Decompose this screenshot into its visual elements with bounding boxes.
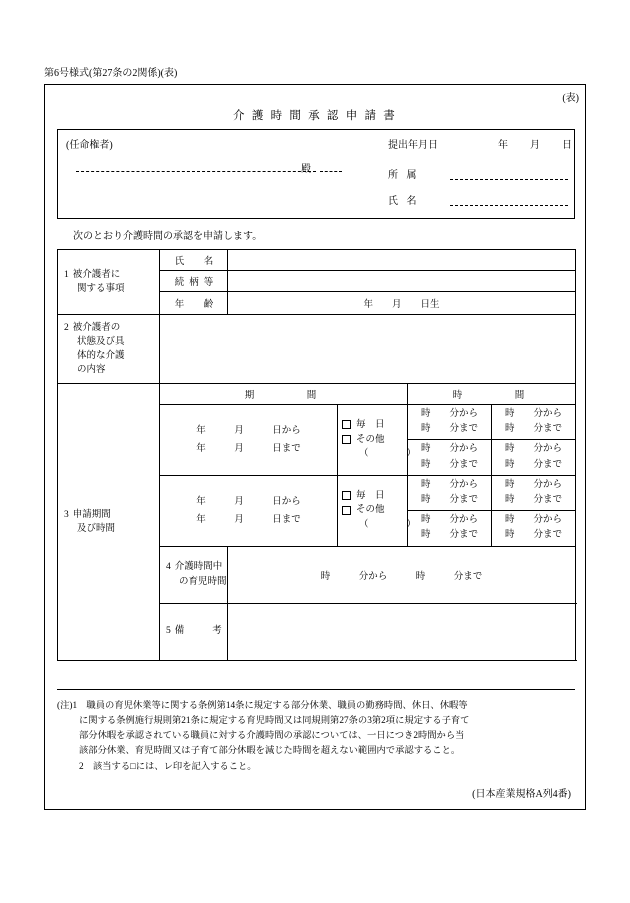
row3-block2-date-from: 年 月 日から — [196, 496, 301, 507]
row3-label-l1: 申請期間 — [72, 509, 111, 520]
jis-size-note: (日本産業規格A列4番) — [472, 789, 571, 801]
checkbox-icon[interactable] — [342, 506, 351, 515]
row1-number: 1 — [64, 269, 69, 280]
time-to: 時 分まで — [504, 530, 562, 541]
time-from: 時 分から — [420, 515, 478, 526]
row3-block2-date-to: 年 月 日まで — [196, 514, 301, 525]
row3-block2-time1-col2[interactable] — [492, 475, 576, 510]
submit-day-label: 日 — [562, 140, 572, 151]
table-row — [58, 250, 576, 271]
intro-sentence: 次のとおり介護時間の承認を申請します。 — [73, 231, 263, 242]
form-id-label: 第6号様式(第27条の2関係)(表) — [44, 68, 178, 79]
row4-number: 4 — [166, 562, 171, 573]
row3-time-header: 時 間 — [408, 384, 576, 405]
row3-block1-time1-col1[interactable] — [408, 405, 492, 440]
checkbox-icon[interactable] — [342, 420, 351, 429]
checkbox-icon[interactable] — [342, 491, 351, 500]
row3-block2-daily-row[interactable] — [342, 489, 403, 504]
row4-value-input[interactable]: 時 分から 時 分まで — [228, 546, 576, 603]
row4-label — [160, 546, 228, 603]
row3-block2-check-group[interactable] — [338, 475, 417, 546]
row3-label — [58, 384, 160, 661]
time-from: 時 分から — [504, 479, 562, 490]
row3-block1-date-input[interactable] — [160, 405, 338, 476]
footnote-1-line-1: (注)1 職員の育児休業等に関する条例第14条に規定する部分休業、職員の勤務時間、休日、休暇等 — [57, 701, 468, 711]
row5-number: 5 — [166, 626, 171, 637]
row4-label-l2: の育児時間 — [179, 576, 227, 587]
belong-label: 所 属 — [388, 170, 420, 181]
row3-block1-other-paren[interactable]: （ ） — [359, 449, 417, 460]
side-label: (表) — [562, 93, 579, 104]
time-to: 時 分まで — [504, 459, 562, 470]
time-to: 時 分まで — [420, 459, 478, 470]
main-table — [57, 249, 576, 661]
row5-value-input[interactable] — [228, 603, 576, 660]
row3-block1-daily-label: 毎 日 — [356, 419, 385, 430]
row2-number: 2 — [64, 322, 69, 333]
row3-block2-time2-col1[interactable] — [408, 511, 492, 546]
row1-label — [58, 250, 160, 315]
row2-label-l2: 状態及び具 — [77, 336, 125, 347]
appointer-label: (任命権者) — [66, 140, 113, 151]
form-frame — [44, 84, 586, 810]
row1-relation-input[interactable] — [228, 271, 576, 292]
table-row — [58, 315, 576, 384]
time-to: 時 分まで — [420, 494, 478, 505]
row1-age-input[interactable]: 年 月 日生 — [228, 292, 576, 315]
row1-sub-relation-label: 続柄等 — [160, 271, 228, 292]
row3-block1-date-to: 年 月 日まで — [196, 443, 301, 454]
row3-period-header: 期 間 — [160, 384, 408, 405]
footnote-1-line-2: に関する条例施行規則第21条に規定する育児時間又は同規則第27条の3第2項に規定する子育て — [79, 716, 470, 727]
footnote-2: 2 該当する□には、レ印を記入すること。 — [79, 762, 257, 773]
appointer-write-line-tail[interactable] — [320, 170, 342, 172]
row2-label-l3: 体的な介護 — [77, 351, 125, 361]
submit-year-label: 年 — [498, 140, 508, 151]
submit-date-label: 提出年月日 — [388, 140, 438, 151]
row5-label — [160, 603, 228, 660]
belong-write-line[interactable] — [450, 178, 568, 180]
footnote-1-line-3: 部分休暇を承認されている職員に対する介護時間の承認については、一日につき2時間から当 — [79, 731, 465, 742]
time-to: 時 分まで — [420, 424, 478, 435]
row2-label-l1: 被介護者の — [72, 322, 121, 333]
time-from: 時 分から — [504, 515, 562, 526]
header-block — [57, 129, 575, 219]
time-from: 時 分から — [420, 409, 478, 419]
time-to: 時 分まで — [504, 494, 562, 505]
row2-content-input[interactable] — [160, 315, 576, 384]
dono-label: 殿 — [301, 164, 311, 175]
row3-block2-date-input[interactable] — [160, 475, 338, 546]
row3-label-l2: 及び時間 — [77, 523, 116, 534]
row3-number: 3 — [64, 509, 69, 520]
row2-label-l4: の内容 — [77, 365, 106, 376]
row3-block1-other-label: その他 — [356, 434, 385, 445]
row1-label-l2: 関する事項 — [77, 284, 125, 294]
page-title: 介 護 時 間 承 認 申 請 書 — [233, 110, 397, 122]
row3-block2-other-paren[interactable]: （ ） — [359, 519, 417, 530]
time-to: 時 分まで — [504, 424, 562, 435]
row1-name-input[interactable] — [228, 250, 576, 271]
row3-block1-other-row[interactable] — [342, 433, 403, 448]
row3-block1-time2-col1[interactable] — [408, 440, 492, 475]
footnotes — [57, 699, 575, 801]
row3-block2-daily-label: 毎 日 — [356, 490, 385, 501]
submit-month-label: 月 — [530, 140, 540, 151]
row1-label-l1: 被介護者に — [72, 269, 121, 280]
row4-label-l1: 介護時間中 — [174, 562, 223, 573]
time-from: 時 分から — [504, 444, 562, 455]
row3-block2-other-label: その他 — [356, 505, 385, 516]
time-from: 時 分から — [420, 444, 478, 455]
time-to: 時 分まで — [420, 530, 478, 541]
row3-block2-time2-col2[interactable] — [492, 511, 576, 546]
row3-block2-time1-col1[interactable] — [408, 475, 492, 510]
row3-block1-check-group[interactable] — [338, 405, 417, 476]
row1-sub-name-label: 氏 名 — [160, 250, 228, 271]
row2-label — [58, 315, 160, 384]
row3-block1-time2-col2[interactable] — [492, 440, 576, 475]
time-from: 時 分から — [504, 409, 562, 419]
row5-label-text: 備 考 — [174, 626, 225, 637]
appointer-write-line[interactable] — [76, 170, 316, 172]
name-label: 氏 名 — [388, 196, 420, 207]
row3-block1-date-from: 年 月 日から — [196, 425, 301, 436]
footnotes-divider — [57, 689, 575, 690]
row3-block1-time1-col2[interactable] — [492, 405, 576, 440]
time-from: 時 分から — [420, 479, 478, 490]
checkbox-icon[interactable] — [342, 435, 351, 444]
row3-block2-other-row[interactable] — [342, 503, 403, 518]
name-write-line[interactable] — [450, 204, 568, 206]
row1-sub-age-label: 年 齢 — [160, 292, 228, 315]
row3-block1-daily-row[interactable] — [342, 418, 403, 433]
table-row — [58, 384, 576, 405]
footnote-1-line-4: 該部分休業、育児時間又は子育て部分休暇を減じた時間を超えない範囲内で承認すること。 — [79, 746, 461, 757]
